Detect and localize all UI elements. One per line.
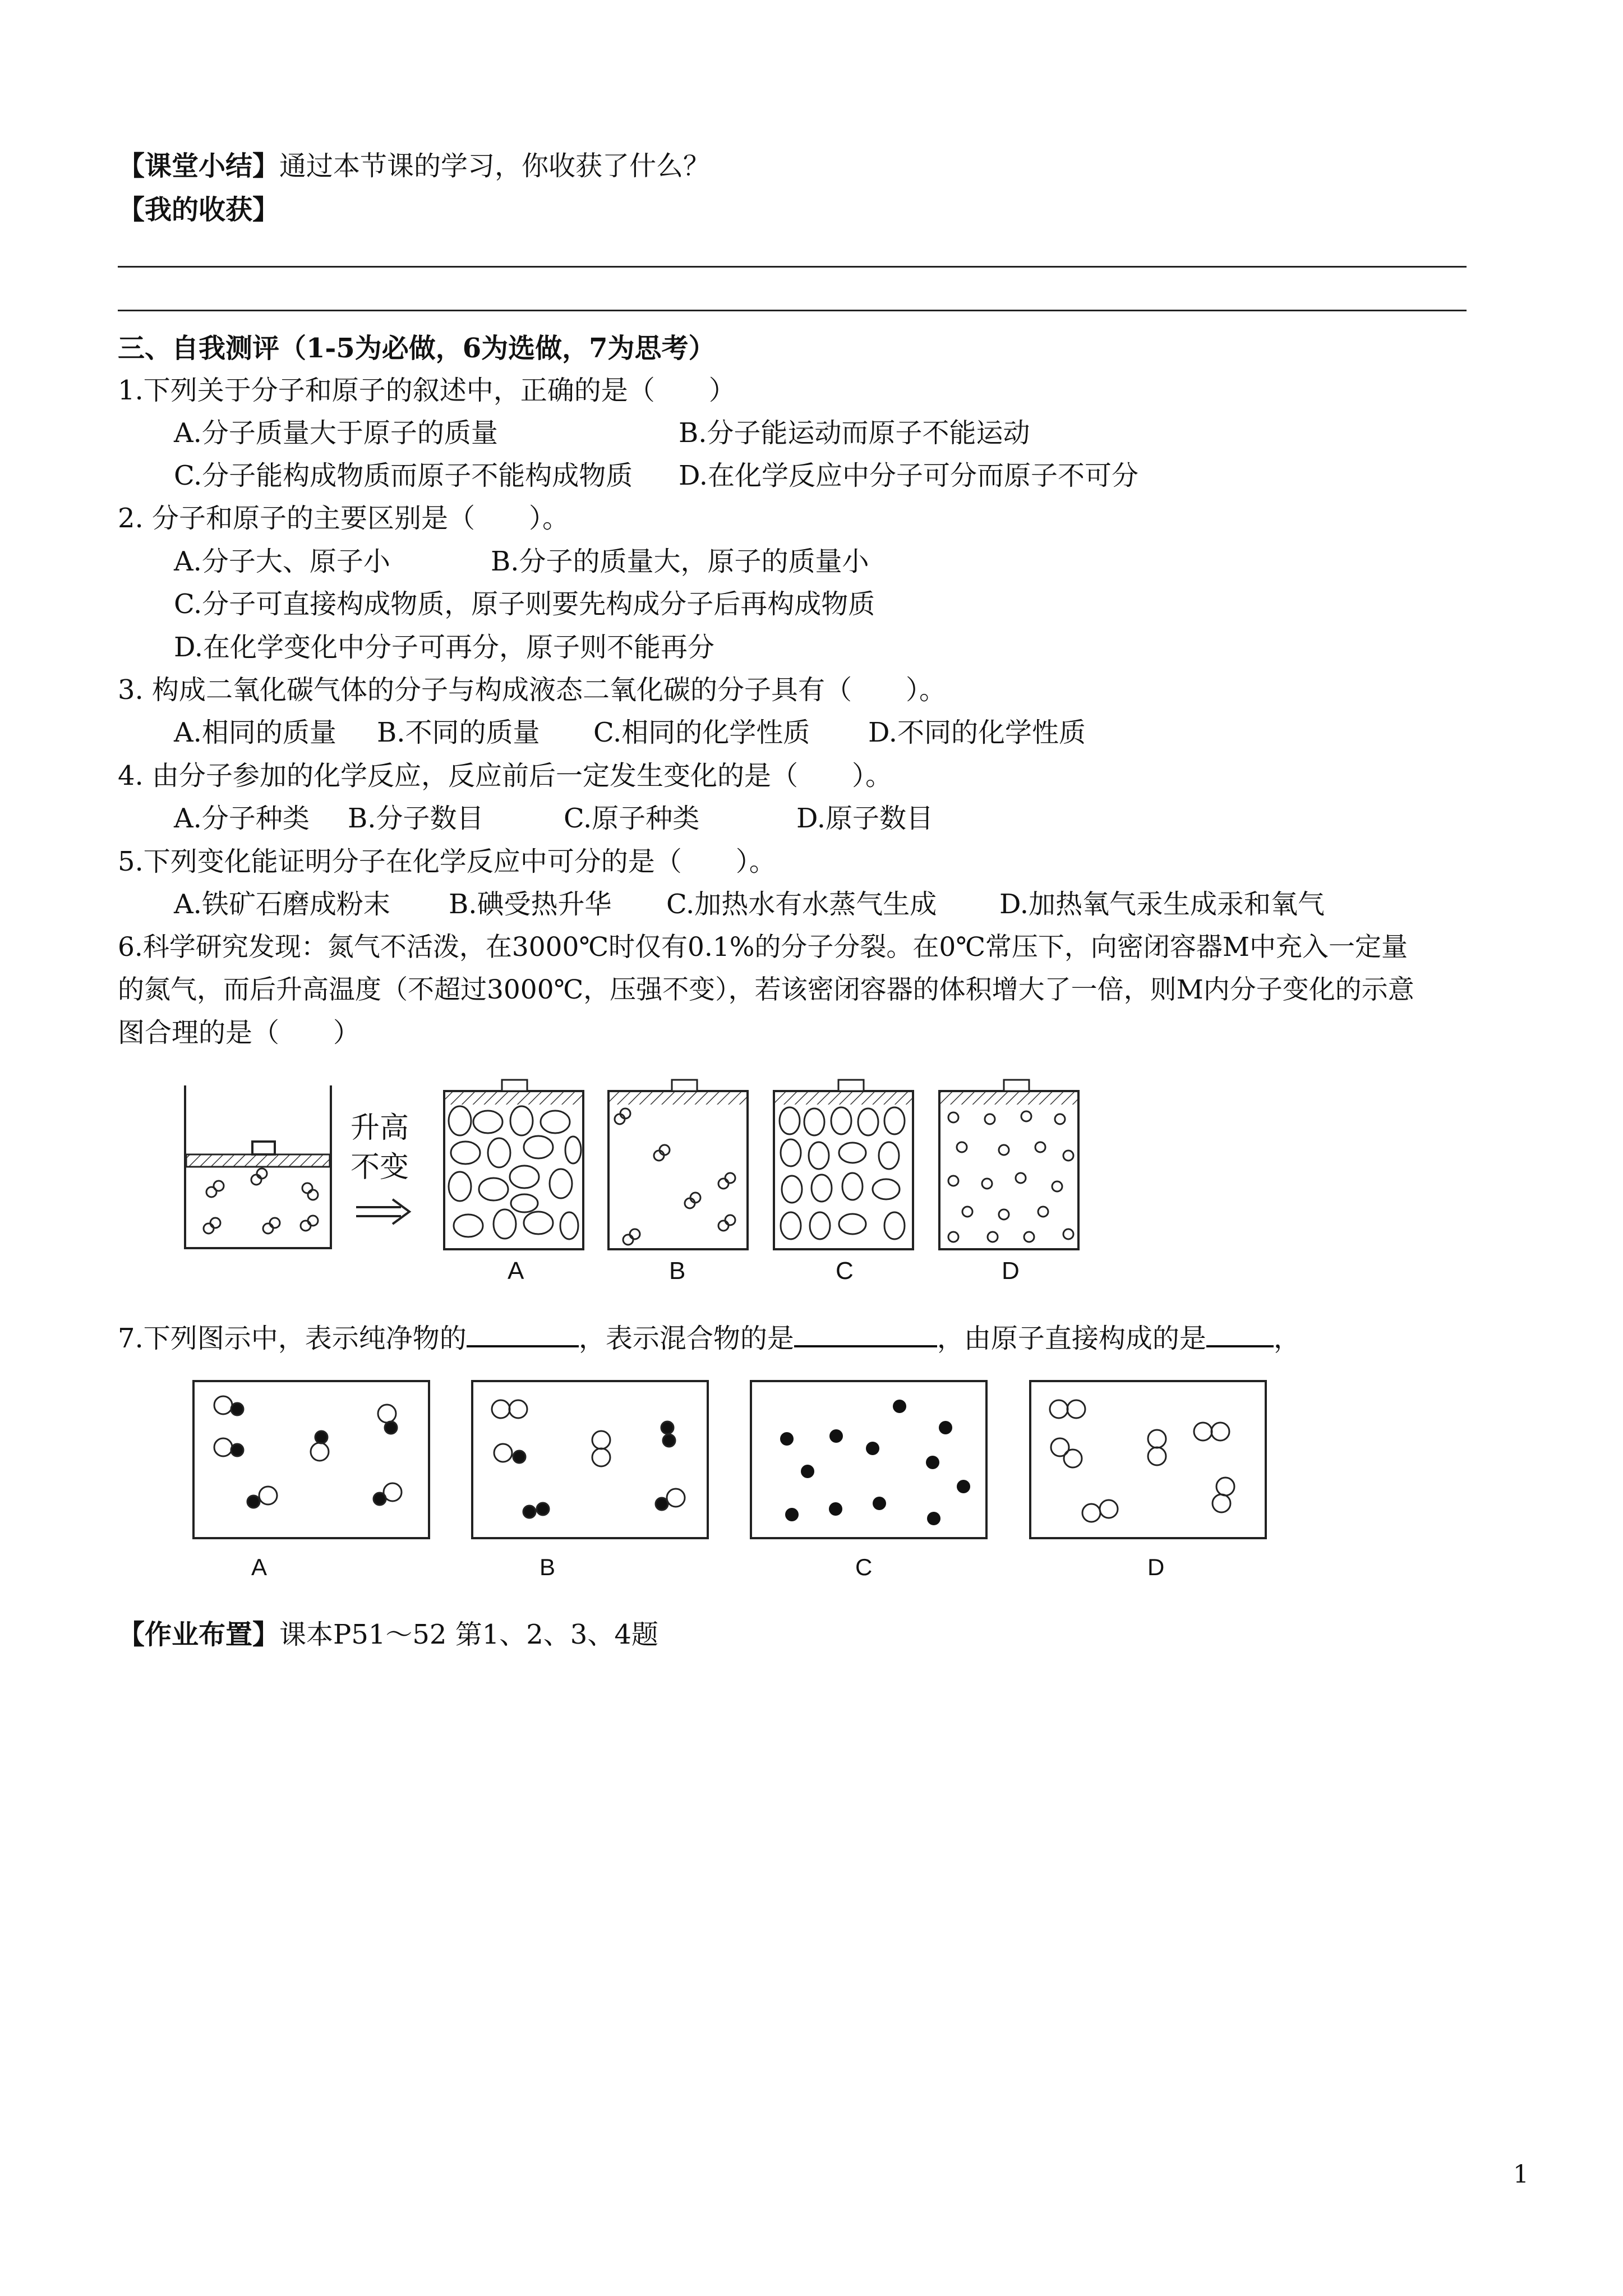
homework-line (118, 1621, 658, 1648)
q6-line-2: 的氮气，而后升高温度（不超过3000℃，压强不变），若该密闭容器的体积增大了一倍，则M内分子变化的示意 (118, 974, 1414, 1005)
q5-option-d: D.加热氧气汞生成汞和氧气 (999, 889, 1325, 920)
q5-option-c: C.加热水有水蒸气生成 (666, 889, 937, 920)
q4-option-b: B.分子数目 (348, 803, 484, 834)
q6-figure (168, 1066, 1122, 1290)
q2-option-b: B.分子的质量大，原子的质量小 (491, 546, 869, 577)
q4-option-a: A.分子种类 (174, 803, 310, 834)
q7-label-b: B (540, 1554, 556, 1580)
q6-label-c: C (836, 1257, 854, 1285)
q6-label-b: B (669, 1257, 686, 1285)
q6-line-1: 6.科学研究发现：氮气不活泼，在3000℃时仅有0.1%的分子分裂。在0℃常压下，向密闭容器M中充入一定量 (118, 932, 1408, 963)
homework-text: 课本P51～52 第1、2、3、4题 (279, 1619, 658, 1650)
q7-label-c: C (855, 1554, 873, 1580)
q7-figure (179, 1369, 1273, 1588)
summary-line (118, 150, 711, 182)
page-number: 1 (1513, 2160, 1529, 2189)
q1-option-a: A.分子质量大于原子的质量 (174, 417, 498, 449)
q7-mid1: ，表示混合物的是 (578, 1323, 794, 1354)
box-a (193, 1381, 429, 1580)
q2-option-d: D.在化学变化中分子可再分，原子则不能再分 (174, 632, 715, 663)
summary-title: 【课堂小结】 (118, 150, 280, 182)
q7-blank-pure[interactable] (467, 1323, 579, 1347)
q7-blank-mixture[interactable] (794, 1323, 937, 1347)
q3-option-d: D.不同的化学性质 (868, 717, 1086, 748)
q4-option-d: D.原子数目 (796, 803, 934, 834)
q5-stem: 5.下列变化能证明分子在化学反应中可分的是（ ）。 (118, 846, 776, 877)
container-a (444, 1080, 583, 1285)
q3-stem: 3. 构成二氧化碳气体的分子与构成液态二氧化碳的分子具有（ ）。 (118, 674, 947, 706)
q1-option-d: D.在化学反应中分子可分而原子不可分 (679, 460, 1139, 491)
homework-title: 【作业布置】 (118, 1619, 280, 1650)
q3-option-c: C.相同的化学性质 (593, 717, 810, 748)
q6-line-3: 图合理的是（ ） (118, 1017, 361, 1048)
q7-prefix: 7.下列图示中，表示纯净物的 (118, 1323, 467, 1354)
q2-option-c: C.分子可直接构成物质，原子则要先构成分子后再构成物质 (174, 588, 875, 620)
q3-option-a: A.相同的质量 (174, 717, 336, 748)
q1-option-b: B.分子能运动而原子不能运动 (679, 417, 1030, 449)
container-b (608, 1080, 748, 1285)
section-title: 三、自我测评（1-5为必做，6为选做，7为思考） (118, 333, 716, 364)
q4-stem: 4. 由分子参加的化学反应，反应前后一定发生变化的是（ ）。 (118, 760, 893, 792)
q6-label-d: D (1002, 1257, 1020, 1285)
q7-stem (118, 1323, 1301, 1352)
original-molecules (204, 1168, 318, 1234)
q7-suffix: ， (1273, 1323, 1301, 1354)
container-c (774, 1080, 913, 1285)
q7-blank-atoms[interactable] (1206, 1323, 1274, 1347)
q1-stem: 1.下列关于分子和原子的叙述中，正确的是（ ） (118, 375, 736, 406)
q2-option-a: A.分子大、原子小 (174, 546, 390, 577)
box-c (751, 1381, 986, 1580)
q5-option-b: B.碘受热升华 (449, 889, 612, 920)
container-d (939, 1080, 1078, 1285)
q7-label-a: A (251, 1554, 268, 1580)
right-arrow-icon (356, 1199, 409, 1224)
q5-option-a: A.铁矿石磨成粉末 (174, 889, 390, 920)
answer-line-2 (118, 310, 1467, 311)
q7-mid2: ，由原子直接构成的是 (937, 1323, 1206, 1354)
arrow-text-1: 升高 (351, 1112, 409, 1144)
q2-stem: 2. 分子和原子的主要区别是（ ）。 (118, 503, 570, 534)
q6-label-a: A (508, 1257, 524, 1285)
q1-option-c: C.分子能构成物质而原子不能构成物质 (174, 460, 633, 491)
summary-text: 通过本节课的学习，你收获了什么？ (279, 150, 711, 182)
q7-label-d: D (1147, 1554, 1165, 1580)
q3-option-b: B.不同的质量 (377, 717, 540, 748)
box-b (472, 1381, 708, 1580)
q4-option-c: C.原子种类 (564, 803, 700, 834)
answer-line-1 (118, 266, 1467, 268)
gain-title: 【我的收获】 (118, 194, 280, 226)
box-d (1030, 1381, 1266, 1580)
arrow-text-2: 不变 (351, 1151, 409, 1184)
